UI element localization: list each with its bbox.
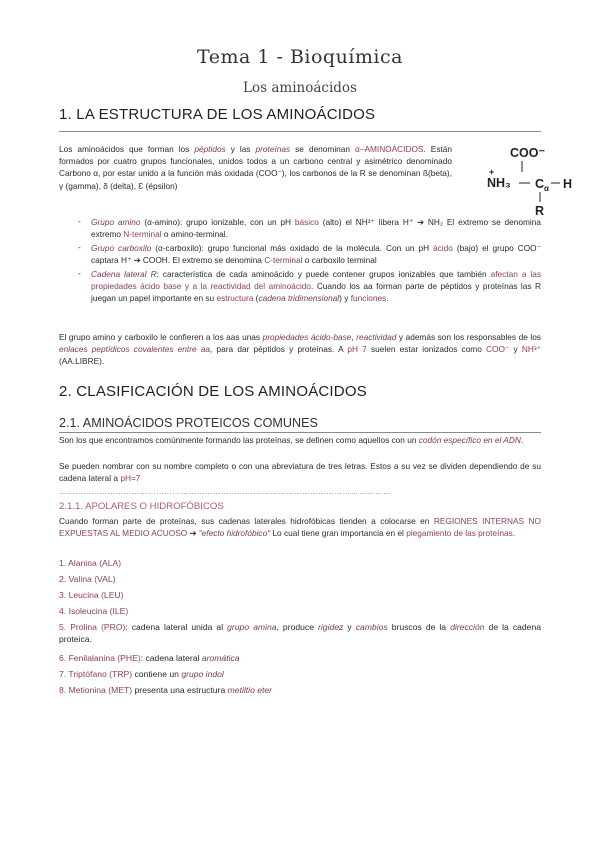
text: se denominan — [290, 144, 356, 154]
list-item-triptofano — [59, 669, 541, 681]
closing-paragraph — [59, 331, 541, 368]
text: y — [343, 622, 356, 632]
term-proteinas: proteínas — [255, 144, 291, 154]
term: reactividad — [356, 332, 397, 342]
term: REGIONES INTERNAS NO EXPUESTAS AL MEDIO ACUOSO — [59, 516, 541, 539]
text: (α-carboxilo): grupo funcional más oxidado de la molécula. Con un pH — [151, 243, 434, 253]
term: ácido — [433, 243, 453, 253]
term: N-terminal — [123, 229, 162, 240]
term: cadena tridimensional — [258, 293, 340, 304]
text: ( — [253, 293, 259, 304]
text: de la cadena proteica. — [59, 622, 542, 644]
alpha-label: α — [544, 184, 549, 193]
nh3-label: NH₃ — [487, 176, 511, 190]
text: Lo cual tiene gran importancia en el — [270, 528, 407, 539]
term: Grupo amino — [91, 217, 141, 227]
term: cambios — [355, 622, 388, 632]
text: Los aminoácidos que forman los — [59, 144, 195, 154]
text: . Cuando los aa forman parte de péptidos y proteínas las R juegan un papel importante en su — [91, 281, 541, 304]
text: : característica de cada aminoácido y puede contener grupos ionizables que también — [156, 269, 491, 279]
text: : cadena lateral — [140, 653, 202, 663]
term: funciones — [350, 293, 387, 304]
page-title: Tema 1 - Bioquímica — [197, 46, 403, 68]
item-number: 1. — [59, 558, 67, 568]
text: El grupo amino y carboxilo le confieren a los aas unas — [59, 332, 263, 342]
text: (α-amino): grupo ionizable, con un pH — [140, 217, 295, 227]
item-name: Prolina (PRO) — [70, 622, 126, 632]
text: y — [509, 344, 522, 355]
text: bruscos de la — [387, 622, 451, 632]
bullet-dash: - — [78, 242, 81, 252]
text: . — [512, 528, 516, 539]
item-number: 5. — [59, 622, 67, 632]
text: y además son los responsables de los — [396, 332, 541, 342]
term: metiltio eter — [227, 685, 273, 695]
item-number: 8. — [59, 685, 67, 695]
term: básico — [294, 217, 319, 227]
bullet-grupo-amino — [91, 216, 541, 240]
bullet-grupo-carboxilo — [91, 242, 541, 266]
intro-paragraph — [59, 143, 452, 192]
item-name: Fenilalanina (PHE) — [68, 653, 141, 663]
text: presenta una estructura — [132, 685, 228, 695]
amino-acid-structure-diagram — [480, 140, 575, 220]
section-1-heading: 1. LA ESTRUCTURA DE LOS AMINOÁCIDOS — [59, 106, 376, 123]
term: C-terminal — [264, 255, 303, 266]
list-item-metionina — [59, 685, 541, 697]
item-name: Valina (VAL) — [68, 574, 116, 584]
bullet-cadena-lateral — [91, 268, 541, 305]
text: ) y — [339, 293, 351, 304]
term: dirección — [450, 622, 485, 632]
plus-label: + — [489, 167, 495, 177]
text: contiene un — [132, 669, 182, 679]
list-item — [59, 574, 541, 586]
text: , — [351, 332, 357, 342]
text: . — [386, 293, 389, 304]
item-number: 3. — [59, 590, 67, 600]
subsection-2-1-1-paragraph — [59, 515, 541, 539]
term: pH 7 — [347, 344, 367, 355]
text: , para dar péptidos y proteínas. A — [210, 344, 348, 355]
dotted-separator: …………………………………………………………………………………………………………… — [59, 487, 392, 496]
item-number: 7. — [59, 669, 67, 679]
text: (alto) el NH³⁺ libera H⁺ ➔ NH₂ El extremo se denomina extremo — [91, 217, 541, 240]
text: Cuando forman parte de proteínas, sus cadenas laterales hidrofóbicas tienden a colocarse en — [59, 516, 434, 526]
term-alfa-aminoacidos: α–AMINOÁCIDOS — [355, 144, 424, 154]
subsection-2-1-paragraph-2 — [59, 460, 541, 484]
section-2-heading: 2. CLASIFICACIÓN DE LOS AMINOÁCIDOS — [59, 383, 367, 400]
term: propiedades ácido-base — [262, 332, 352, 342]
term: grupo indol — [181, 669, 224, 679]
text: Se pueden nombrar con su nombre completo o con una abreviatura de tres letras. Estos a su vez se dividen dependiendo de su cadena lateral a — [59, 461, 541, 484]
subsection-2-1-1-heading: 2.1.1. APOLARES O HIDROFÓBICOS — [59, 501, 224, 512]
term: "efecto hidrofóbico" — [198, 528, 271, 539]
hydrogen-label: H — [563, 177, 573, 191]
text: . Están formados por cuatro grupos funcionales, unidos todos a un carbono central y asimétrico denominado Carbono α, por estar unido a la función más oxidada (COO⁻), los carbonos de la R se denominan ß(beta), γ (gamma), δ (delta), Ɛ (épsilon) — [59, 144, 452, 191]
term: aromática — [201, 653, 240, 663]
text: o carboxilo terminal — [302, 255, 377, 266]
item-name: Alanina (ALA) — [68, 558, 122, 568]
item-name: Leucina (LEU) — [68, 590, 124, 600]
text: suelen estar ionizados como — [366, 344, 487, 355]
term: codón específico en el ADN — [418, 435, 521, 445]
term-peptidos: péptidos — [194, 144, 226, 154]
text: : cadena lateral unida al — [125, 622, 228, 632]
list-item — [59, 590, 541, 602]
text: , produce — [276, 622, 319, 632]
bullet-dash: - — [78, 268, 81, 278]
list-item — [59, 558, 541, 570]
r-label: R — [535, 204, 545, 218]
text: (bajo) el grupo COO⁻ captara H⁺ ➔ COOH. El extremo se denomina — [91, 243, 541, 266]
item-name: Triptófano (TRP) — [68, 669, 133, 679]
term: enlaces peptídicos covalentes entre aa — [59, 344, 211, 355]
coo-label: COO⁻ — [510, 146, 546, 160]
term: afectan a las propiedades ácido base y a la reactividad del aminoácido — [91, 269, 542, 292]
term: estructura — [216, 293, 254, 304]
text: ➔ — [187, 528, 199, 539]
text: Son los que encontramos comúnmente formando las proteínas, se definen como aquellos con un — [59, 435, 419, 445]
item-number: 2. — [59, 574, 67, 584]
text: . — [520, 435, 524, 445]
section-1-divider — [59, 131, 541, 132]
text: (AA.LIBRE). — [59, 356, 105, 367]
subsection-2-1-heading: 2.1. AMINOÁCIDOS PROTEICOS COMUNES — [59, 416, 318, 430]
item-name: Isoleucina (ILE) — [68, 606, 129, 616]
item-name: Metionina (MET) — [68, 685, 133, 695]
list-item — [59, 606, 541, 618]
carbon-label: C — [535, 177, 545, 191]
list-item-prolina — [59, 622, 541, 645]
list-item-fenilalanina — [59, 653, 541, 665]
item-number: 6. — [59, 653, 67, 663]
item-number: 4. — [59, 606, 67, 616]
subsection-2-1-paragraph-1 — [59, 434, 541, 446]
term: pH=7 — [120, 473, 141, 484]
bullet-dash: - — [78, 216, 81, 226]
term: Cadena lateral R — [91, 269, 157, 279]
page-subtitle: Los aminoácidos — [243, 80, 357, 96]
text: o amino-terminal. — [161, 229, 228, 240]
term: COO⁻ — [486, 344, 510, 355]
term: grupo amina — [227, 622, 277, 632]
term: plegamiento de las proteínas — [406, 528, 513, 539]
term: NH³⁺ — [521, 344, 541, 355]
text: y las — [225, 144, 256, 154]
subsection-2-1-divider — [59, 432, 541, 433]
term: Grupo carboxilo — [91, 243, 152, 253]
term: rigidez — [318, 622, 344, 632]
